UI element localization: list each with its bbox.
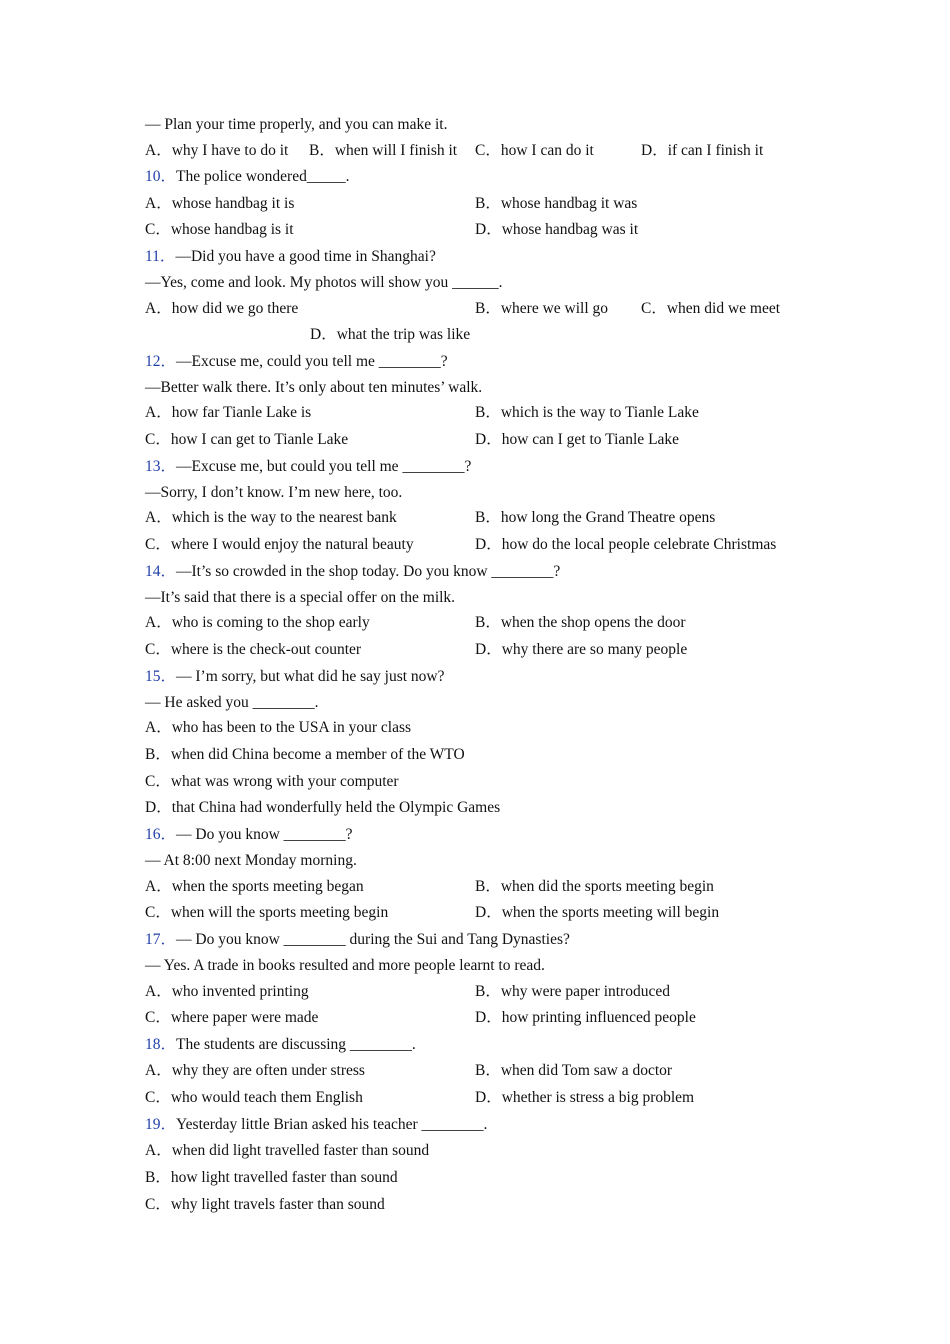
question-12: [145, 352, 448, 372]
option-d: D．that China had wonderfully held the Olympic Games: [145, 799, 501, 816]
question-14: [145, 562, 560, 582]
question-text: —Excuse me, could you tell me ________?: [176, 353, 448, 370]
question-text: —Did you have a good time in Shanghai?: [175, 248, 436, 265]
question-number: 17．: [145, 931, 177, 948]
option-d: D．whether is stress a big problem: [475, 1089, 695, 1106]
option-a: A．how far Tianle Lake is: [145, 404, 312, 421]
option-a: A．who invented printing: [145, 983, 309, 1000]
option-c: C．how I can get to Tianle Lake: [145, 431, 349, 448]
question-text: —Excuse me, but could you tell me ________?: [176, 458, 472, 475]
question-text: — Do you know ________?: [176, 826, 353, 843]
question-16: [145, 825, 353, 845]
option-c: C．why light travels faster than sound: [145, 1196, 385, 1213]
option-b: B．why were paper introduced: [475, 983, 670, 1000]
option-a: A．whose handbag it is: [145, 195, 295, 212]
option-c: C．whose handbag is it: [145, 221, 294, 238]
question-18: [145, 1035, 416, 1055]
option-d: D．how can I get to Tianle Lake: [475, 431, 680, 448]
question-17: [145, 930, 570, 950]
option-a: A．when the sports meeting began: [145, 878, 364, 895]
question-text: — Do you know ________ during the Sui and Tang Dynasties?: [176, 931, 570, 948]
option-b: B．when did the sports meeting begin: [475, 878, 714, 895]
question-number: 13．: [145, 458, 177, 475]
option-a: A．which is the way to the nearest bank: [145, 509, 397, 526]
option-d: D．what the trip was like: [310, 326, 471, 343]
question-13: [145, 457, 471, 477]
question-11: [145, 247, 436, 267]
dialogue-line: — He asked you ________.: [145, 694, 319, 711]
option-b: B．where we will go: [475, 300, 609, 317]
dialogue-line: — At 8:00 next Monday morning.: [145, 852, 357, 869]
option-b: B．when will I finish it: [309, 142, 458, 159]
question-text: The students are discussing ________.: [176, 1036, 416, 1053]
option-a: A．why I have to do it: [145, 142, 289, 159]
option-b: B．when did China become a member of the WTO: [145, 746, 465, 763]
option-c: C．who would teach them English: [145, 1089, 363, 1106]
dialogue-line: —Yes, come and look. My photos will show you ______.: [145, 274, 503, 291]
option-a: A．who is coming to the shop early: [145, 614, 370, 631]
question-10: [145, 167, 349, 187]
option-b: B．when did Tom saw a doctor: [475, 1062, 673, 1079]
option-c: C．when did we meet: [641, 300, 781, 317]
option-c: C．where is the check-out counter: [145, 641, 362, 658]
dialogue-line: —Better walk there. It’s only about ten minutes’ walk.: [145, 379, 483, 396]
dialogue-line: —It’s said that there is a special offer on the milk.: [145, 589, 456, 606]
question-number: 16．: [145, 826, 177, 843]
question-number: 12．: [145, 353, 177, 370]
question-number: 15．: [145, 668, 177, 685]
option-c: C．where paper were made: [145, 1009, 319, 1026]
option-a: A．why they are often under stress: [145, 1062, 365, 1079]
option-b: B．whose handbag it was: [475, 195, 638, 212]
option-c: C．where I would enjoy the natural beauty: [145, 536, 414, 553]
option-d: D．if can I finish it: [641, 142, 764, 159]
question-number: 18．: [145, 1036, 177, 1053]
option-b: B．how long the Grand Theatre opens: [475, 509, 716, 526]
option-c: C．when will the sports meeting begin: [145, 904, 389, 921]
option-d: D．how printing influenced people: [475, 1009, 696, 1026]
question-text: The police wondered_____.: [176, 168, 350, 185]
option-a: A．how did we go there: [145, 300, 299, 317]
question-number: 19．: [145, 1116, 177, 1133]
question-number: 14．: [145, 563, 177, 580]
option-a: A．when did light travelled faster than sound: [145, 1142, 430, 1159]
dialogue-line: —Sorry, I don’t know. I’m new here, too.: [145, 484, 403, 501]
option-b: B．when the shop opens the door: [475, 614, 686, 631]
question-text: —It’s so crowded in the shop today. Do you know ________?: [176, 563, 561, 580]
question-number: 11．: [145, 248, 176, 265]
option-c: C．what was wrong with your computer: [145, 773, 399, 790]
option-b: B．which is the way to Tianle Lake: [475, 404, 699, 421]
dialogue-line: — Yes. A trade in books resulted and more people learnt to read.: [145, 957, 545, 974]
answer-line: — Plan your time properly, and you can make it.: [145, 116, 448, 133]
option-b: B．how light travelled faster than sound: [145, 1169, 398, 1186]
question-text: — I’m sorry, but what did he say just now?: [176, 668, 445, 685]
option-c: C．how I can do it: [475, 142, 594, 159]
question-19: [145, 1115, 487, 1135]
question-number: 10．: [145, 168, 177, 185]
question-15: [145, 667, 445, 687]
option-d: D．whose handbag was it: [475, 221, 639, 238]
question-text: Yesterday little Brian asked his teacher ________.: [176, 1116, 488, 1133]
option-d: D．how do the local people celebrate Christmas: [475, 536, 777, 553]
option-d: D．when the sports meeting will begin: [475, 904, 720, 921]
option-a: A．who has been to the USA in your class: [145, 719, 412, 736]
option-d: D．why there are so many people: [475, 641, 688, 658]
